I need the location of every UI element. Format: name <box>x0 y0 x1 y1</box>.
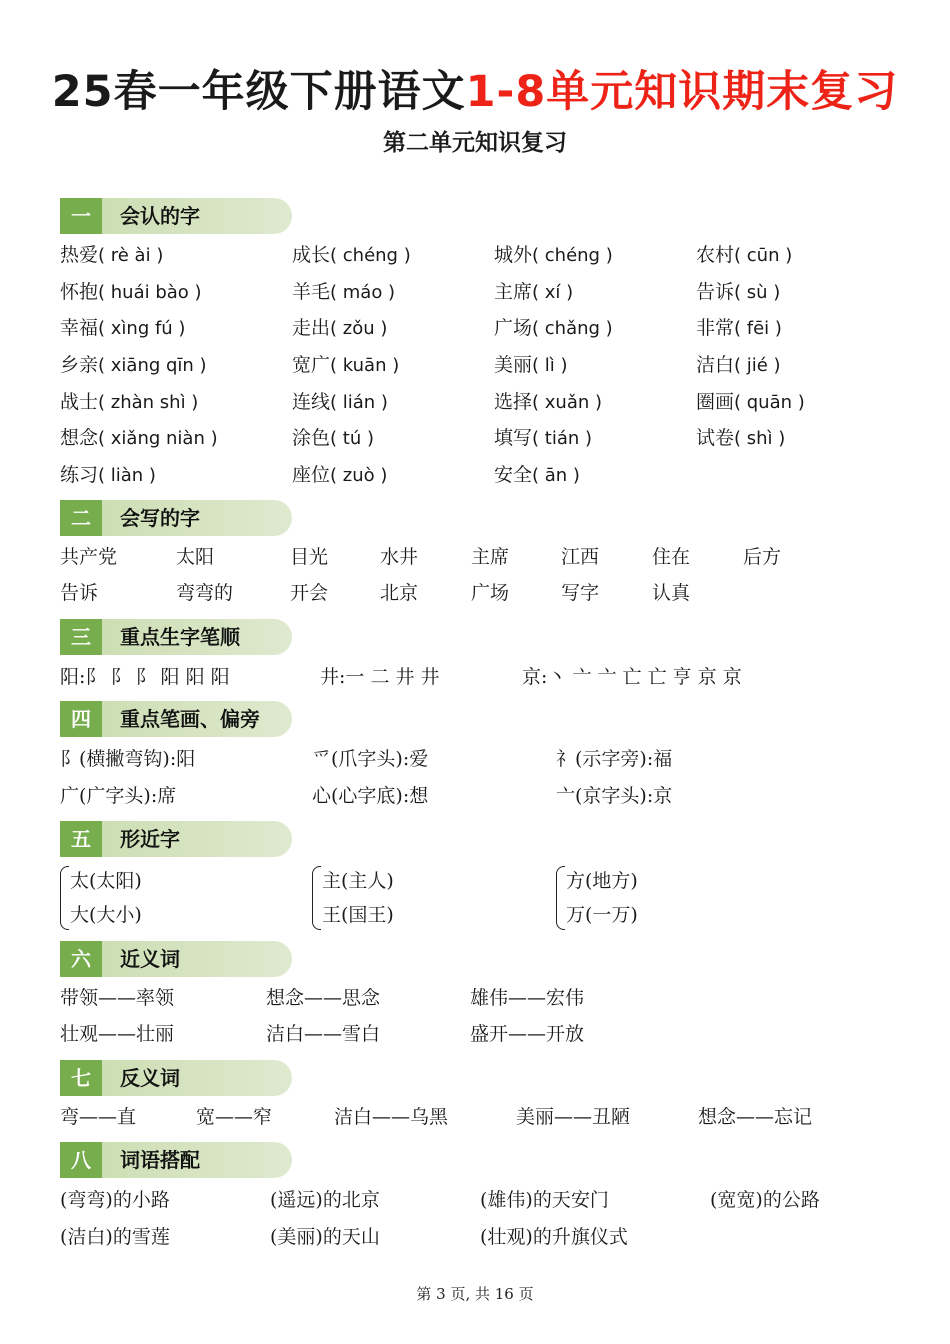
brace-icon <box>556 866 565 930</box>
phrase-item: (遥远)的北京 <box>270 1189 380 1211</box>
write-word: 共产党 <box>60 546 118 568</box>
pinyin: ( ān ) <box>532 465 580 486</box>
section-title: 会写的字 <box>120 506 200 530</box>
stroke-order-item: 井:一 二 井 井 <box>320 666 440 688</box>
section-title: 反义词 <box>120 1066 180 1090</box>
radical-colon: : <box>646 748 654 770</box>
write-word: 写字 <box>561 582 600 604</box>
recognize-word: 连线 <box>292 391 331 413</box>
phrase-item: (宽宽)的公路 <box>710 1189 820 1211</box>
stroke-char: 井 <box>320 666 340 688</box>
antonym-pair: 宽——窄 <box>196 1106 273 1128</box>
similar-char-item: 大(大小) <box>70 904 142 926</box>
recognize-word: 美丽 <box>494 354 533 376</box>
pinyin: ( jié ) <box>734 355 781 376</box>
section-title: 形近字 <box>120 827 180 851</box>
stroke-char: 阳 <box>60 666 80 688</box>
recognize-item <box>292 240 411 271</box>
pinyin: ( cūn ) <box>734 245 793 266</box>
recognize-word: 涂色 <box>292 427 331 449</box>
radical-item <box>556 744 672 774</box>
pinyin: ( chǎng ) <box>532 318 613 339</box>
recognize-item <box>60 277 202 308</box>
section-header-4 <box>60 701 292 737</box>
section-title: 重点笔画、偏旁 <box>120 707 260 731</box>
stroke-char: 京 <box>522 666 542 688</box>
pinyin: ( tián ) <box>532 428 593 449</box>
section-title: 近义词 <box>120 947 180 971</box>
recognize-item <box>696 313 782 344</box>
section-title: 会认的字 <box>120 204 200 228</box>
recognize-word: 试卷 <box>696 427 735 449</box>
write-word: 水井 <box>380 546 419 568</box>
recognize-item <box>292 277 395 308</box>
pinyin: ( lì ) <box>532 355 568 376</box>
section-header-6 <box>60 941 292 977</box>
similar-char-item: 太(太阳) <box>70 870 142 892</box>
radical-colon: : <box>402 785 410 807</box>
recognize-item <box>696 387 805 418</box>
section-number: 六 <box>60 941 102 977</box>
recognize-item <box>494 277 573 308</box>
phrase-item: (雄伟)的天安门 <box>480 1189 609 1211</box>
recognize-word: 走出 <box>292 317 331 339</box>
radical-example: 阳 <box>176 748 196 770</box>
recognize-item <box>494 423 592 454</box>
recognize-word: 洁白 <box>696 354 735 376</box>
radical-item <box>60 744 195 774</box>
pinyin: ( lián ) <box>330 392 388 413</box>
recognize-word: 羊毛 <box>292 281 331 303</box>
pinyin: ( quān ) <box>734 392 805 413</box>
section-number: 八 <box>60 1142 102 1178</box>
stroke-sequence: 丶 亠 亠 亡 亡 亨 京 京 <box>547 666 742 688</box>
section-header-2 <box>60 500 292 536</box>
radical-name: 礻(示字旁) <box>556 748 647 770</box>
pinyin: ( kuān ) <box>330 355 400 376</box>
recognize-word: 填写 <box>494 427 533 449</box>
phrase-item: (洁白)的雪莲 <box>60 1226 170 1248</box>
recognize-item <box>494 460 580 491</box>
recognize-item <box>292 313 387 344</box>
recognize-item <box>494 313 613 344</box>
section-number: 三 <box>60 619 102 655</box>
synonym-pair: 想念——思念 <box>266 987 381 1009</box>
write-word: 住在 <box>652 546 691 568</box>
recognize-item <box>60 313 185 344</box>
section-number: 四 <box>60 701 102 737</box>
recognize-word: 农村 <box>696 244 735 266</box>
pinyin: ( xìng fú ) <box>98 318 186 339</box>
recognize-item <box>292 460 387 491</box>
stroke-order-item: 京:丶 亠 亠 亡 亡 亨 京 京 <box>522 666 742 688</box>
brace-icon <box>312 866 321 930</box>
write-word: 目光 <box>290 546 329 568</box>
pinyin: ( zuò ) <box>330 465 388 486</box>
pinyin: ( sù ) <box>734 282 781 303</box>
similar-char-item: 王(国王) <box>322 904 394 926</box>
recognize-word: 宽广 <box>292 354 331 376</box>
radical-name: 心(心字底) <box>312 785 403 807</box>
section-number: 七 <box>60 1060 102 1096</box>
section-header-1 <box>60 198 292 234</box>
write-word: 主席 <box>471 546 510 568</box>
recognize-word: 座位 <box>292 464 331 486</box>
recognize-word: 幸福 <box>60 317 99 339</box>
recognize-item <box>60 387 198 418</box>
recognize-word: 安全 <box>494 464 533 486</box>
recognize-item <box>292 423 374 454</box>
pinyin: ( shì ) <box>734 428 786 449</box>
radical-example: 爱 <box>409 748 429 770</box>
phrase-item: (弯弯)的小路 <box>60 1189 170 1211</box>
brace-icon <box>60 866 69 930</box>
antonym-pair: 弯——直 <box>60 1106 137 1128</box>
stroke-sequence: 一 二 井 井 <box>345 666 440 688</box>
recognize-word: 告诉 <box>696 281 735 303</box>
recognize-item <box>494 387 602 418</box>
section-number: 一 <box>60 198 102 234</box>
page-footer: 第 3 页, 共 16 页 <box>416 1285 534 1303</box>
antonym-pair: 美丽——丑陋 <box>516 1106 631 1128</box>
pinyin: ( xiāng qīn ) <box>98 355 207 376</box>
pinyin: ( chéng ) <box>330 245 411 266</box>
section-title: 重点生字笔顺 <box>120 625 240 649</box>
pinyin: ( fēi ) <box>734 318 782 339</box>
synonym-pair: 洁白——雪白 <box>266 1023 381 1045</box>
recognize-item <box>494 350 568 381</box>
recognize-item <box>60 240 163 271</box>
recognize-item <box>696 240 792 271</box>
recognize-word: 主席 <box>494 281 533 303</box>
radical-name: 爫(爪字头) <box>312 748 403 770</box>
recognize-word: 战士 <box>60 391 99 413</box>
recognize-word: 想念 <box>60 427 99 449</box>
section-header-3 <box>60 619 292 655</box>
section-header-7 <box>60 1060 292 1096</box>
phrase-item: (美丽)的天山 <box>270 1226 380 1248</box>
write-word: 告诉 <box>60 582 99 604</box>
recognize-item <box>696 423 785 454</box>
write-word: 江西 <box>561 546 600 568</box>
pinyin: ( rè ài ) <box>98 245 164 266</box>
pinyin: ( tú ) <box>330 428 374 449</box>
write-word: 认真 <box>652 582 691 604</box>
similar-char-item: 万(一万) <box>566 904 638 926</box>
recognize-word: 乡亲 <box>60 354 99 376</box>
write-word: 后方 <box>743 546 782 568</box>
similar-char-item: 主(主人) <box>322 870 394 892</box>
antonym-pair: 洁白——乌黑 <box>334 1106 449 1128</box>
radical-colon: : <box>150 785 158 807</box>
page-title <box>0 58 950 119</box>
pinyin: ( xiǎng niàn ) <box>98 428 218 449</box>
pinyin: ( liàn ) <box>98 465 156 486</box>
synonym-pair: 带领——率领 <box>60 987 175 1009</box>
pinyin: ( xí ) <box>532 282 574 303</box>
section-number: 二 <box>60 500 102 536</box>
page-subtitle: 第二单元知识复习 <box>383 130 567 156</box>
radical-colon: : <box>169 748 177 770</box>
recognize-word: 城外 <box>494 244 533 266</box>
pinyin: ( máo ) <box>330 282 396 303</box>
synonym-pair: 雄伟——宏伟 <box>470 987 585 1009</box>
pinyin: ( huái bào ) <box>98 282 202 303</box>
radical-name: 亠(京字头) <box>556 785 647 807</box>
recognize-item <box>696 277 780 308</box>
radical-example: 席 <box>157 785 177 807</box>
pinyin: ( zǒu ) <box>330 318 388 339</box>
antonym-pair: 想念——忘记 <box>698 1106 813 1128</box>
stroke-sequence: 阝 阝 阝 阳 阳 阳 <box>85 666 230 688</box>
stroke-order-item: 阳:阝 阝 阝 阳 阳 阳 <box>60 666 230 688</box>
recognize-item <box>292 387 388 418</box>
section-header-5 <box>60 821 292 857</box>
recognize-item <box>696 350 781 381</box>
radical-example: 京 <box>653 785 673 807</box>
recognize-word: 广场 <box>494 317 533 339</box>
write-word: 北京 <box>380 582 419 604</box>
radical-name: 广(广字头) <box>60 785 151 807</box>
write-word: 广场 <box>471 582 510 604</box>
radical-name: 阝(横撇弯钩) <box>60 748 170 770</box>
radical-example: 福 <box>653 748 673 770</box>
radical-item <box>312 781 428 811</box>
pinyin: ( zhàn shì ) <box>98 392 199 413</box>
recognize-item <box>494 240 613 271</box>
recognize-word: 选择 <box>494 391 533 413</box>
recognize-word: 圈画 <box>696 391 735 413</box>
title-highlight: 1-8单元知识期末复习 <box>465 67 899 117</box>
radical-item <box>60 781 176 811</box>
recognize-item <box>60 460 156 491</box>
recognize-word: 非常 <box>696 317 735 339</box>
recognize-word: 成长 <box>292 244 331 266</box>
radical-example: 想 <box>409 785 429 807</box>
section-title: 词语搭配 <box>120 1148 200 1172</box>
synonym-pair: 壮观——壮丽 <box>60 1023 175 1045</box>
radical-item <box>312 744 428 774</box>
recognize-word: 练习 <box>60 464 99 486</box>
pinyin: ( chéng ) <box>532 245 613 266</box>
recognize-word: 怀抱 <box>60 281 99 303</box>
section-number: 五 <box>60 821 102 857</box>
recognize-item <box>60 350 207 381</box>
recognize-word: 热爱 <box>60 244 99 266</box>
pinyin: ( xuǎn ) <box>532 392 603 413</box>
synonym-pair: 盛开——开放 <box>470 1023 585 1045</box>
write-word: 开会 <box>290 582 329 604</box>
recognize-item <box>292 350 399 381</box>
radical-colon: : <box>646 785 654 807</box>
similar-char-item: 方(地方) <box>566 870 638 892</box>
write-word: 弯弯的 <box>176 582 234 604</box>
title-main: 25春一年级下册语文 <box>51 67 466 117</box>
phrase-item: (壮观)的升旗仪式 <box>480 1226 628 1248</box>
radical-colon: : <box>402 748 410 770</box>
radical-item <box>556 781 672 811</box>
section-header-8 <box>60 1142 292 1178</box>
write-word: 太阳 <box>176 546 215 568</box>
recognize-item <box>60 423 218 454</box>
